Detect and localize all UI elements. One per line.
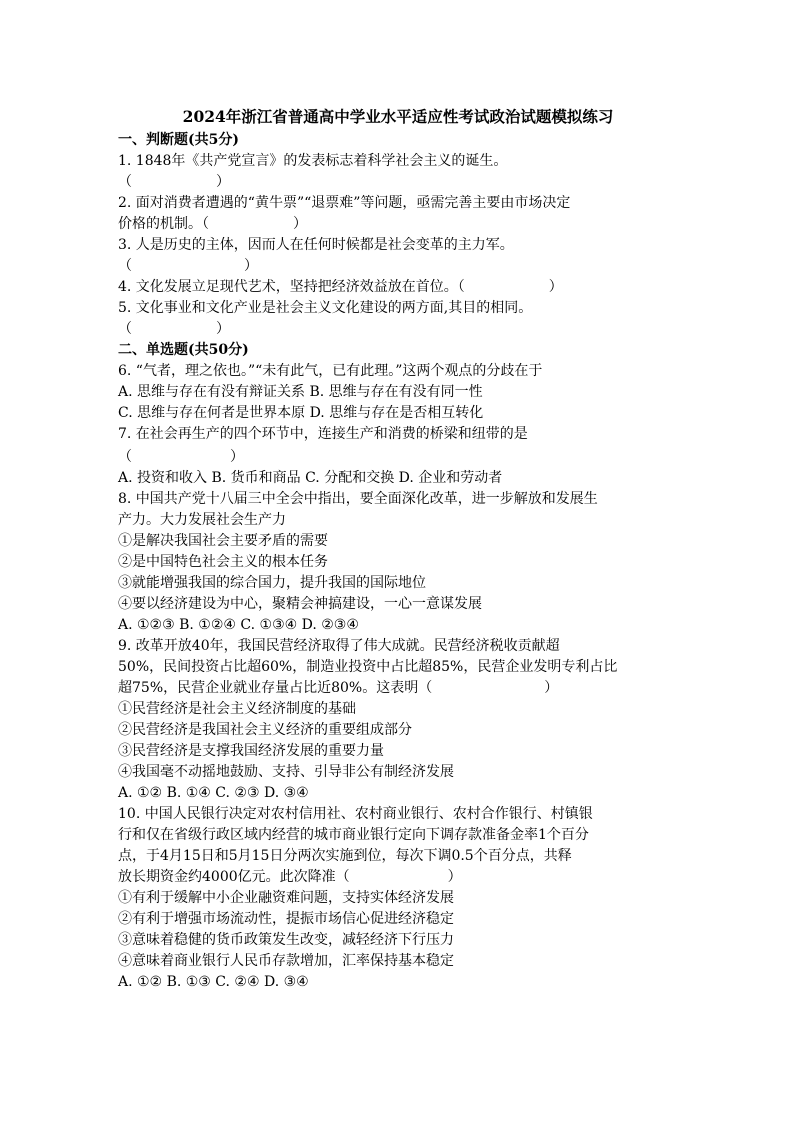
text-line: A. ①② B. ①③ C. ②④ D. ③④ (118, 974, 309, 990)
text-line: （ ） (118, 449, 244, 465)
text-line: （ ） (118, 258, 258, 274)
text-line: ④要以经济建设为中心，聚精会神搞建设，一心一意谋发展 (118, 596, 482, 612)
text-line: ①是解决我国社会主要矛盾的需要 (118, 533, 328, 549)
document-title: 2024年浙江省普通高中学业水平适应性考试政治试题模拟练习 (182, 107, 614, 126)
text-line: ④意味着商业银行人民币存款增加，汇率保持基本稳定 (118, 953, 454, 969)
text-line: （ ） (118, 321, 230, 337)
text-line: 4. 文化发展立足现代艺术，坚持把经济效益放在首位。（ ） (118, 279, 563, 295)
text-line: 行和仅在省级行政区域内经营的城市商业银行定向下调存款准备金率1个百分 (118, 827, 589, 843)
text-line: 10. 中国人民银行决定对农村信用社、农村商业银行、农村合作银行、村镇银 (118, 806, 593, 822)
text-line: ②是中国特色社会主义的根本任务 (118, 554, 328, 570)
text-line: A. 投资和收入 B. 货币和商品 C. 分配和交换 D. 企业和劳动者 (118, 470, 503, 486)
text-line: 点，于4月15日和5月15日分两次实施到位，每次下调0.5个百分点，共释 (118, 848, 572, 864)
text-line: 9. 改革开放40年，我国民营经济取得了伟大成就。民营经济税收贡献超 (118, 638, 560, 654)
text-line: 5. 文化事业和文化产业是社会主义文化建设的两方面,其目的相同。 (118, 300, 533, 316)
text-line: ③民营经济是支撑我国经济发展的重要力量 (118, 743, 384, 759)
text-line: ③就能增强我国的综合国力，提升我国的国际地位 (118, 575, 426, 591)
text-line: 价格的机制。（ ） (118, 216, 307, 232)
text-line: 1. 1848年《共产党宣言》的发表标志着科学社会主义的诞生。 (118, 153, 508, 169)
text-line: ①民营经济是社会主义经济制度的基础 (118, 701, 356, 717)
section-heading: 二、单选题(共50分) (118, 342, 249, 358)
text-line: ④我国毫不动摇地鼓励、支持、引导非公有制经济发展 (118, 764, 454, 780)
text-line: 2. 面对消费者遭遇的“黄牛票”“退票难”等问题，亟需完善主要由市场决定 (118, 195, 571, 211)
text-line: ①有利于缓解中小企业融资难问题，支持实体经济发展 (118, 890, 454, 906)
text-line: ②有利于增强市场流动性，提振市场信心促进经济稳定 (118, 911, 454, 927)
text-line: 6. “气者，理之依也。”“未有此气，已有此理。”这两个观点的分歧在于 (118, 363, 543, 379)
section-heading: 一、判断题(共5分) (118, 132, 239, 148)
text-line: C. 思维与存在何者是世界本原 D. 思维与存在是否相互转化 (118, 405, 484, 421)
text-line: A. ①②③ B. ①②④ C. ①③④ D. ②③④ (118, 617, 359, 633)
text-line: 超75%，民营企业就业存量占比近80%。这表明（ ） (118, 680, 559, 696)
text-line: 产力。大力发展社会生产力 (118, 512, 286, 528)
document-body (118, 130, 678, 993)
text-line: （ ） (118, 174, 230, 190)
text-line: ②民营经济是我国社会主义经济的重要组成部分 (118, 722, 412, 738)
document-page (118, 104, 678, 993)
text-line: A. ①② B. ①④ C. ②③ D. ③④ (118, 785, 309, 801)
text-line: 3. 人是历史的主体，因而人在任何时候都是社会变革的主力军。 (118, 237, 514, 253)
text-line: 8. 中国共产党十八届三中全会中指出，要全面深化改革，进一步解放和发展生 (118, 491, 598, 507)
text-line: ③意味着稳健的货币政策发生改变，减轻经济下行压力 (118, 932, 454, 948)
text-line: 7. 在社会再生产的四个环节中，连接生产和消费的桥梁和纽带的是 (118, 426, 528, 442)
text-line: 放长期资金约4000亿元。此次降准（ ） (118, 869, 462, 885)
text-line: 50%，民间投资占比超60%，制造业投资中占比超85%，民营企业发明专利占比 (118, 659, 618, 675)
text-line: A. 思维与存在有没有辩证关系 B. 思维与存在有没有同一性 (118, 384, 483, 400)
